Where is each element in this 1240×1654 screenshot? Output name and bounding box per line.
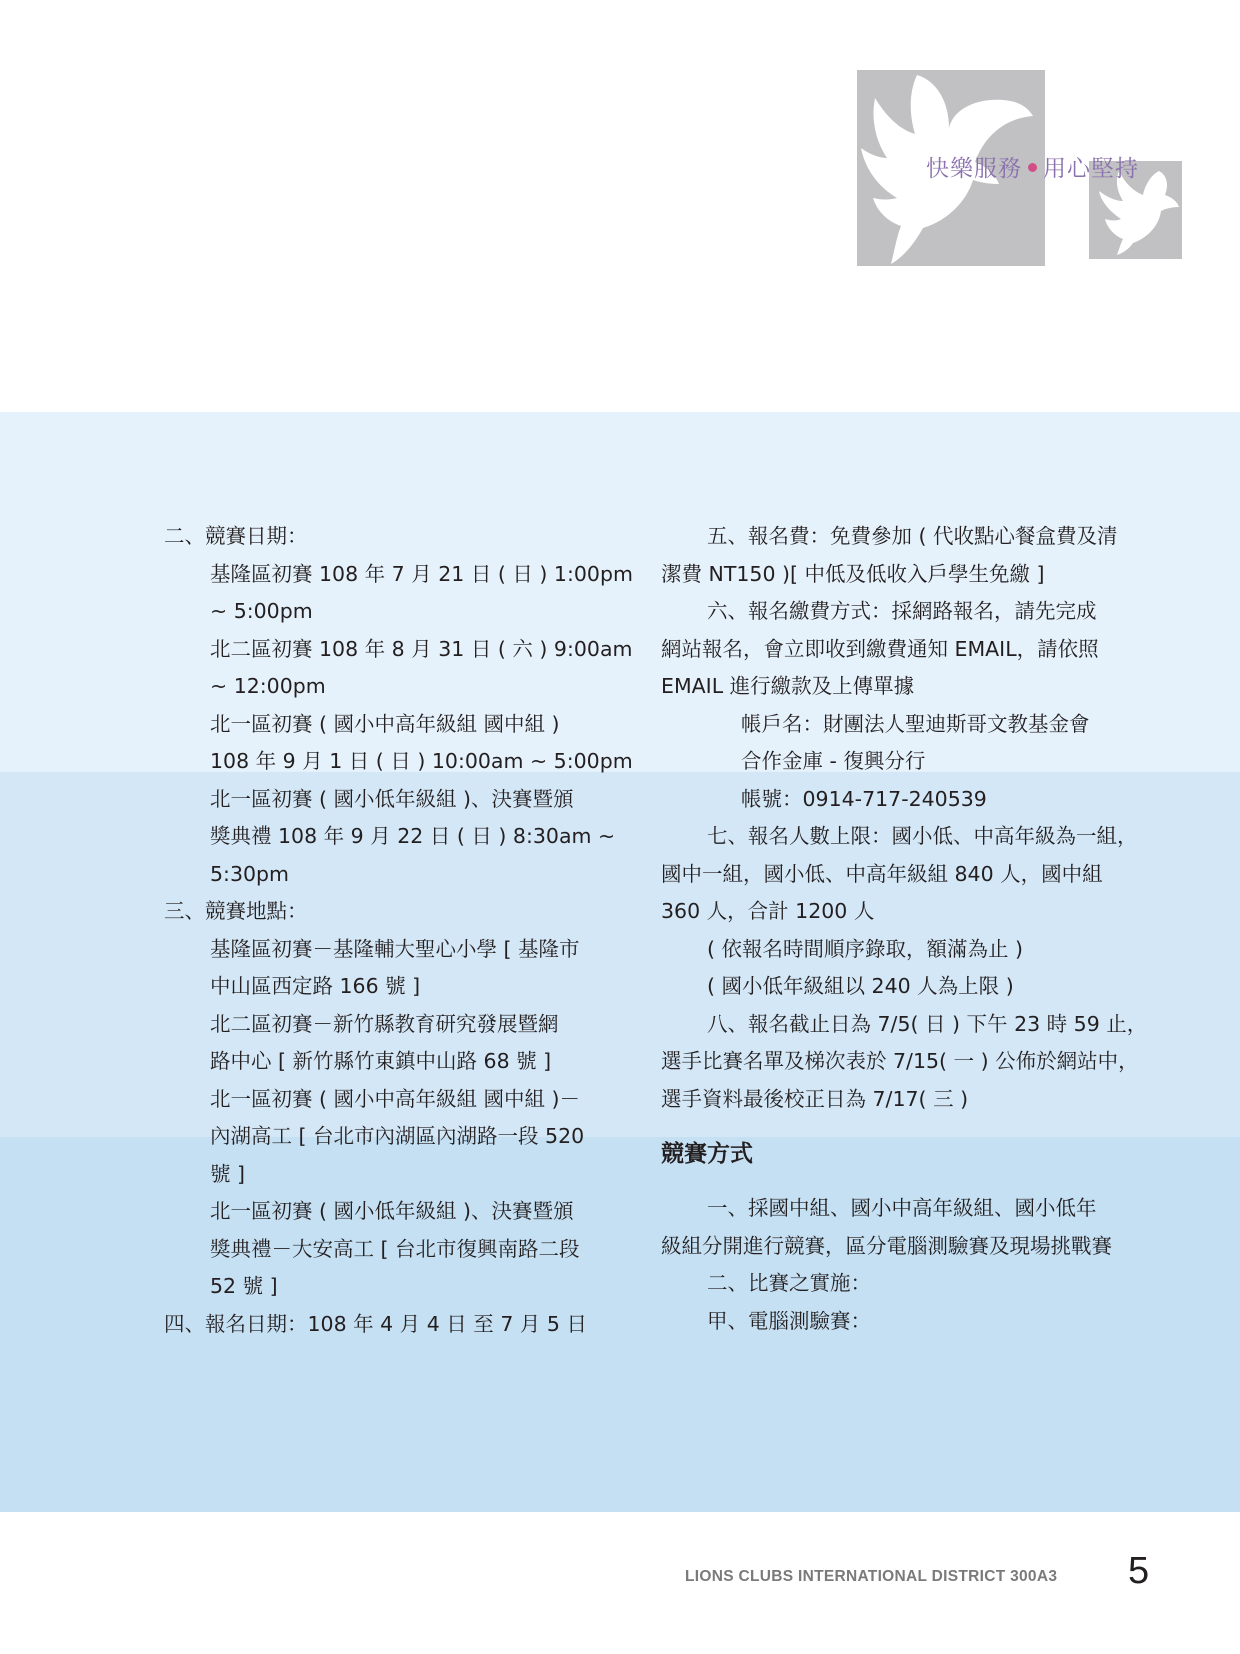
text-line: 108 年 9 月 1 日 ( 日 ) 10:00am ~ 5:00pm	[210, 749, 633, 773]
header-slogan	[926, 150, 1139, 183]
slogan-right: 用心堅持	[1043, 156, 1139, 182]
text-line: ( 依報名時間順序錄取，額滿為止 )	[707, 936, 1024, 961]
text-line: 選手比賽名單及梯次表於 7/15( 一 ) 公佈於網站中，	[661, 1049, 1139, 1073]
left-column	[164, 518, 633, 1343]
text-line: 基隆區初賽 108 年 7 月 21 日 ( 日 ) 1:00pm	[210, 561, 633, 586]
text-line: 獎典禮－大安高工 [ 台北市復興南路二段	[210, 1236, 580, 1261]
section-6-heading: 六、報名繳費方式：採網路報名，請先完成	[707, 599, 1097, 623]
text-line: 二、比賽之實施：	[707, 1271, 871, 1295]
bullet-dot-icon	[1028, 163, 1037, 172]
text-line: 北一區初賽 ( 國小中高年級組 國中組 )	[210, 711, 560, 736]
account-number: 帳號：0914-717-240539	[741, 786, 987, 811]
text-line: 北一區初賽 ( 國小低年級組 )、決賽暨頒	[210, 786, 574, 811]
text-line: 甲、電腦測驗賽：	[707, 1308, 871, 1333]
spacer	[661, 1176, 1154, 1190]
text-line: 內湖高工 [ 台北市內湖區內湖路一段 520	[210, 1124, 585, 1148]
bank-branch: 合作金庫 - 復興分行	[741, 749, 926, 773]
text-line: 基隆區初賽－基隆輔大聖心小學 [ 基隆市	[210, 936, 580, 961]
section-8-heading: 八、報名截止日為 7/5( 日 ) 下午 23 時 59 止，	[707, 1011, 1148, 1036]
text-line: 北一區初賽 ( 國小低年級組 )、決賽暨頒	[210, 1199, 574, 1223]
right-column	[661, 518, 1154, 1340]
text-line: 中山區西定路 166 號 ]	[210, 974, 421, 998]
text-line: 級組分開進行競賽，區分電腦測驗賽及現場挑戰賽	[661, 1233, 1112, 1258]
text-line: 一、採國中組、國小中高年級組、國小低年	[707, 1196, 1097, 1220]
text-line: 國中一組，國小低、中高年級組 840 人，國中組	[661, 861, 1103, 886]
spacer	[661, 1118, 1154, 1132]
page-number: 5	[1128, 1550, 1150, 1592]
footer-org: LIONS CLUBS INTERNATIONAL DISTRICT 300A3	[685, 1568, 1058, 1585]
account-name: 帳戶名：財團法人聖迪斯哥文教基金會	[741, 711, 1090, 736]
section-3-heading: 三、競賽地點：	[164, 899, 308, 923]
text-line: 潔費 NT150 )[ 中低及低收入戶學生免繳 ]	[661, 561, 1045, 586]
text-line: ~ 12:00pm	[210, 674, 326, 698]
section-5-heading: 五、報名費：免費參加 ( 代收點心餐盒費及清	[707, 524, 1118, 548]
section-2-heading: 二、競賽日期：	[164, 524, 308, 548]
text-line: 路中心 [ 新竹縣竹東鎮中山路 68 號 ]	[210, 1049, 552, 1073]
text-line: 獎典禮 108 年 9 月 22 日 ( 日 ) 8:30am ~	[210, 824, 616, 848]
text-line: 選手資料最後校正日為 7/17( 三 )	[661, 1086, 969, 1111]
text-line: 網站報名，會立即收到繳費通知 EMAIL，請依照	[661, 636, 1099, 661]
text-line: 5:30pm	[210, 861, 290, 886]
text-line: 號 ]	[210, 1161, 246, 1186]
section-7-heading: 七、報名人數上限：國小低、中高年級為一組，	[707, 824, 1138, 848]
text-line: 北二區初賽－新竹縣教育研究發展暨網	[210, 1011, 559, 1036]
section-4-heading: 四、報名日期：108 年 4 月 4 日 至 7 月 5 日	[164, 1311, 587, 1336]
text-line: 北二區初賽 108 年 8 月 31 日 ( 六 ) 9:00am	[210, 636, 633, 661]
text-line: 52 號 ]	[210, 1274, 278, 1298]
slogan-left: 快樂服務	[926, 156, 1022, 182]
text-line: ~ 5:00pm	[210, 599, 313, 623]
competition-method-heading: 競賽方式	[661, 1141, 753, 1167]
text-line: 360 人，合計 1200 人	[661, 899, 875, 923]
text-line: ( 國小低年級組以 240 人為上限 )	[707, 974, 1014, 998]
text-line: 北一區初賽 ( 國小中高年級組 國中組 )－	[210, 1086, 581, 1111]
text-line: EMAIL 進行繳款及上傳單據	[661, 674, 915, 698]
